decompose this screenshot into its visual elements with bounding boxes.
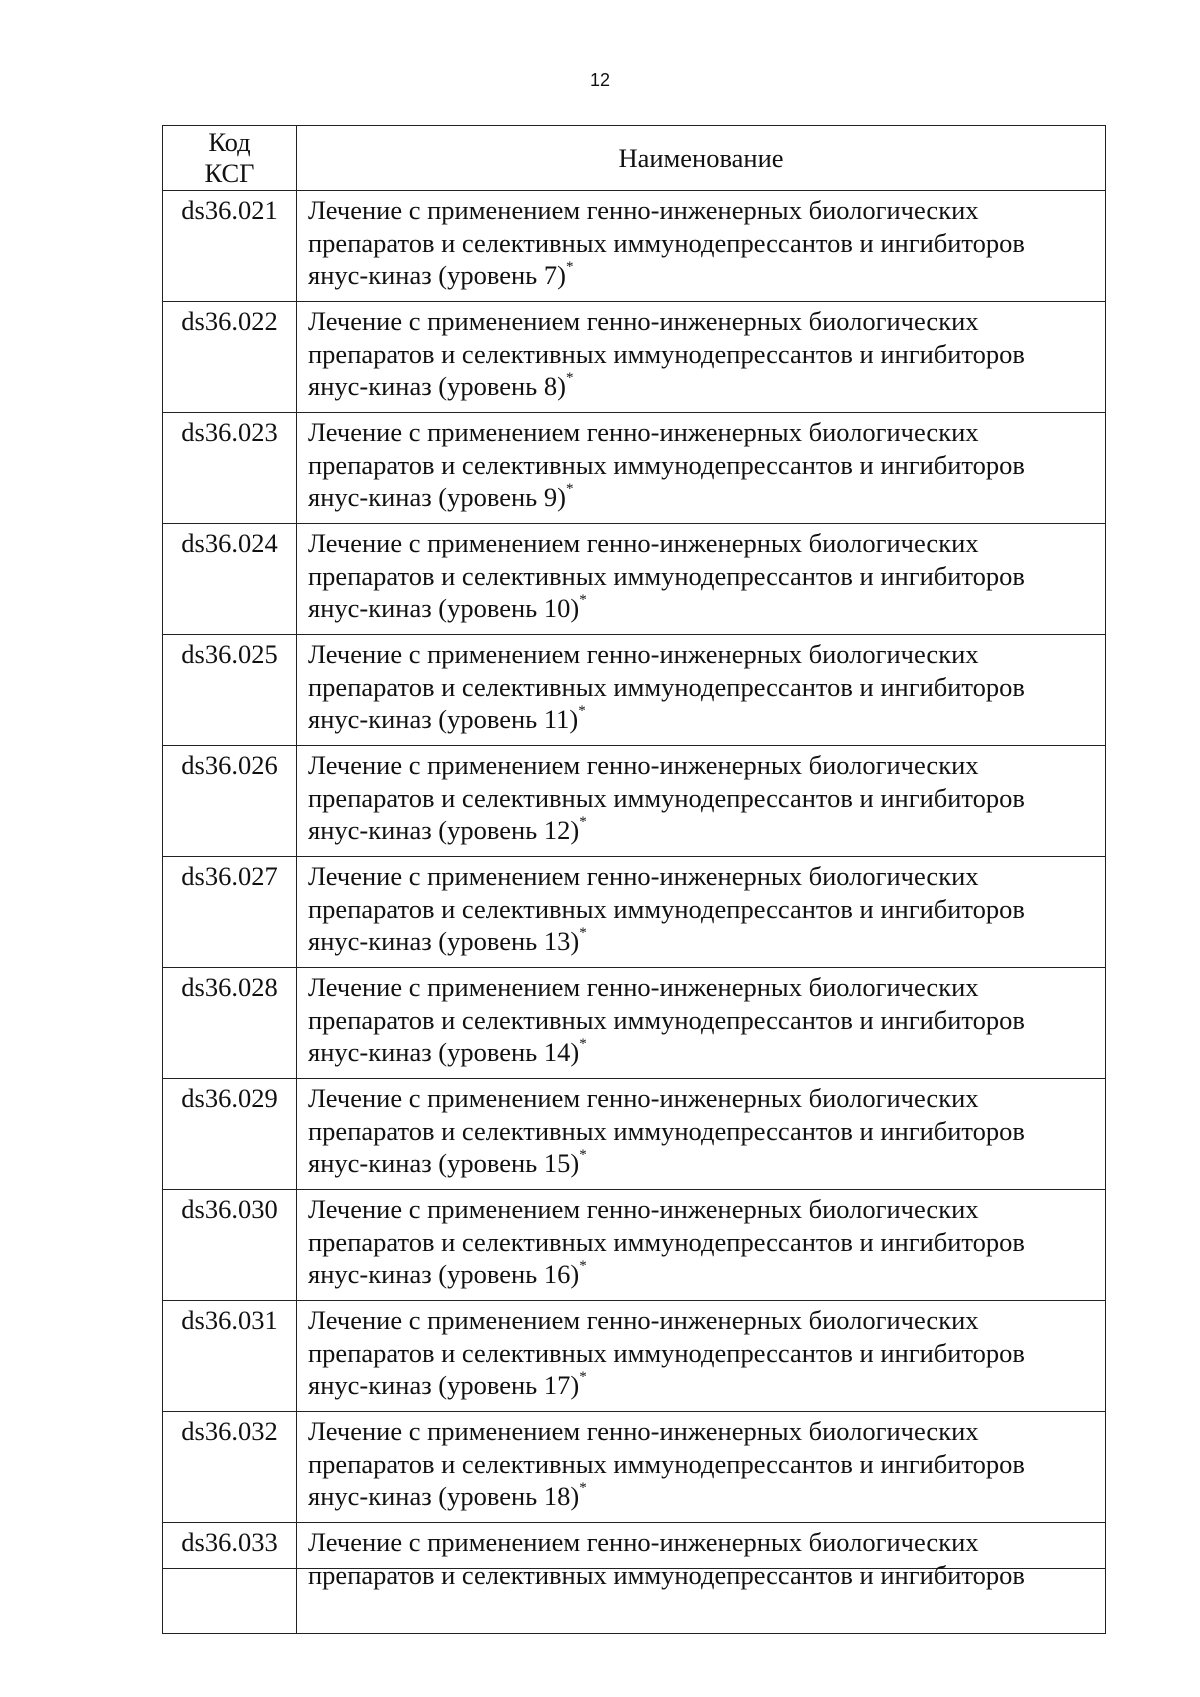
ksg-code-cell: ds36.023 <box>163 413 297 524</box>
name-line2 <box>308 227 1095 260</box>
name-line1 <box>308 1526 1095 1559</box>
ksg-name-cell <box>297 524 1106 635</box>
name-line1 <box>308 305 1095 338</box>
ksg-code-cell: ds36.021 <box>163 191 297 302</box>
table-row <box>163 1412 1106 1523</box>
name-line2 <box>308 893 1095 926</box>
name-line3-text: янус-киназ (уровень 18) <box>308 1481 580 1511</box>
ksg-name-cell <box>297 1523 1106 1634</box>
footnote-mark: * <box>565 259 574 276</box>
name-line3 <box>308 592 1095 625</box>
name-line3-text: янус-киназ (уровень 10) <box>308 593 580 623</box>
name-line1 <box>308 860 1095 893</box>
footnote-mark: * <box>579 1147 587 1164</box>
ksg-name-cell <box>297 1079 1106 1190</box>
table-row <box>163 1523 1106 1634</box>
name-line1 <box>308 1415 1095 1448</box>
name-line1 <box>308 194 1095 227</box>
name-line1-text: Лечение с применением генно-инженерных биологических <box>308 861 979 891</box>
ksg-name-cell <box>297 1301 1106 1412</box>
name-line2-text: препаратов и селективных иммунодепрессантов и ингибиторов <box>308 338 1025 369</box>
table-row <box>163 746 1106 857</box>
ksg-code-cell: ds36.028 <box>163 968 297 1079</box>
name-line1 <box>308 1304 1095 1337</box>
ksg-code-cell: ds36.025 <box>163 635 297 746</box>
footnote-mark: * <box>565 370 574 387</box>
name-line2-text: препаратов и селективных иммунодепрессантов и ингибиторов <box>308 227 1025 258</box>
footnote-mark: * <box>579 1480 587 1497</box>
name-line2 <box>308 671 1095 704</box>
name-line1-text: Лечение с применением генно-инженерных биологических <box>308 306 979 336</box>
footnote-mark: * <box>579 1369 587 1386</box>
name-line3-text: янус-киназ (уровень 9) <box>308 482 566 512</box>
name-line1-text: Лечение с применением генно-инженерных биологических <box>308 1194 979 1224</box>
name-line2-text: препаратов и селективных иммунодепрессантов и ингибиторов <box>308 1115 1025 1146</box>
header-code-line1: Код <box>208 127 251 157</box>
name-line1-text: Лечение с применением генно-инженерных биологических <box>308 417 979 447</box>
table-body <box>163 191 1106 1634</box>
header-code-line2: КСГ <box>204 158 255 188</box>
name-line3 <box>308 259 1095 292</box>
name-line2-text: препаратов и селективных иммунодепрессантов и ингибиторов <box>308 782 1025 813</box>
name-line2-text: препаратов и селективных иммунодепрессантов и ингибиторов <box>308 1004 1025 1035</box>
ksg-code-cell: ds36.027 <box>163 857 297 968</box>
name-line1 <box>308 971 1095 1004</box>
name-line2-text: препаратов и селективных иммунодепрессантов и ингибиторов <box>308 1448 1025 1479</box>
table-row <box>163 968 1106 1079</box>
footnote-mark: * <box>579 1258 587 1275</box>
footnote-mark: * <box>578 703 586 720</box>
name-line3-text: янус-киназ (уровень 8) <box>308 371 566 401</box>
name-line2-text: препаратов и селективных иммунодепрессантов и ингибиторов <box>308 1559 1025 1590</box>
ksg-table-container <box>162 125 1105 1590</box>
name-line3 <box>308 1369 1095 1402</box>
name-line3 <box>308 1036 1095 1069</box>
ksg-name-cell <box>297 413 1106 524</box>
table-row <box>163 191 1106 302</box>
header-name: Наименование <box>297 126 1106 191</box>
name-line2 <box>308 449 1095 482</box>
name-line1-text: Лечение с применением генно-инженерных биологических <box>308 528 979 558</box>
table-row <box>163 302 1106 413</box>
name-line2-text: препаратов и селективных иммунодепрессантов и ингибиторов <box>308 560 1025 591</box>
name-line2 <box>308 560 1095 593</box>
name-line3-text: янус-киназ (уровень 17) <box>308 1370 580 1400</box>
name-line2-text: препаратов и селективных иммунодепрессантов и ингибиторов <box>308 1337 1025 1368</box>
name-line2 <box>308 1004 1095 1037</box>
ksg-name-cell <box>297 1190 1106 1301</box>
ksg-code-cell: ds36.030 <box>163 1190 297 1301</box>
ksg-name-cell <box>297 302 1106 413</box>
name-line2 <box>308 1448 1095 1481</box>
ksg-code-cell: ds36.026 <box>163 746 297 857</box>
name-line3-text: янус-киназ (уровень 14) <box>308 1037 580 1067</box>
table-row <box>163 635 1106 746</box>
name-line3 <box>308 925 1095 958</box>
name-line3 <box>308 370 1095 403</box>
table-header-row <box>163 126 1106 191</box>
name-line3-text: янус-киназ (уровень 12) <box>308 815 580 845</box>
ksg-table <box>162 125 1106 1634</box>
name-line3-text: янус-киназ (уровень 16) <box>308 1259 580 1289</box>
name-line2 <box>308 1115 1095 1148</box>
name-line1-text: Лечение с применением генно-инженерных биологических <box>308 1305 979 1335</box>
name-line3 <box>308 814 1095 847</box>
name-line1 <box>308 1082 1095 1115</box>
table-row <box>163 1190 1106 1301</box>
table-row <box>163 524 1106 635</box>
table-row <box>163 413 1106 524</box>
name-line2-text: препаратов и селективных иммунодепрессантов и ингибиторов <box>308 671 1025 702</box>
ksg-code-cell: ds36.031 <box>163 1301 297 1412</box>
page-number: 12 <box>589 70 611 90</box>
name-line1-text: Лечение с применением генно-инженерных биологических <box>308 1527 979 1557</box>
name-line3-text: янус-киназ (уровень 15) <box>308 1148 580 1178</box>
name-line1-text: Лечение с применением генно-инженерных биологических <box>308 195 979 225</box>
footnote-mark: * <box>579 1036 587 1053</box>
ksg-code-cell: ds36.024 <box>163 524 297 635</box>
name-line2 <box>308 1559 1095 1592</box>
name-line1-text: Лечение с применением генно-инженерных биологических <box>308 750 979 780</box>
name-line3 <box>308 481 1095 514</box>
name-line3 <box>308 1258 1095 1291</box>
header-code <box>163 126 297 191</box>
name-line1-text: Лечение с применением генно-инженерных биологических <box>308 972 979 1002</box>
name-line1 <box>308 638 1095 671</box>
name-line3-text: янус-киназ (уровень 13) <box>308 926 580 956</box>
name-line1 <box>308 1193 1095 1226</box>
ksg-code-cell: ds36.022 <box>163 302 297 413</box>
name-line1-text: Лечение с применением генно-инженерных биологических <box>308 639 979 669</box>
name-line3 <box>308 1147 1095 1180</box>
ksg-name-cell <box>297 635 1106 746</box>
name-line1 <box>308 416 1095 449</box>
name-line1 <box>308 749 1095 782</box>
ksg-code-cell: ds36.033 <box>163 1523 297 1634</box>
name-line1-text: Лечение с применением генно-инженерных биологических <box>308 1083 979 1113</box>
ksg-name-cell <box>297 857 1106 968</box>
ksg-name-cell <box>297 191 1106 302</box>
ksg-name-cell <box>297 968 1106 1079</box>
footnote-mark: * <box>565 481 574 498</box>
name-line2 <box>308 1337 1095 1370</box>
name-line2 <box>308 782 1095 815</box>
name-line3 <box>308 1480 1095 1513</box>
name-line1-text: Лечение с применением генно-инженерных биологических <box>308 1416 979 1446</box>
footnote-mark: * <box>579 925 587 942</box>
name-line2 <box>308 1226 1095 1259</box>
name-line2 <box>308 338 1095 371</box>
name-line3 <box>308 703 1095 736</box>
name-line1 <box>308 527 1095 560</box>
footnote-mark: * <box>579 814 587 831</box>
name-line2-text: препаратов и селективных иммунодепрессантов и ингибиторов <box>308 1226 1025 1257</box>
name-line2-text: препаратов и селективных иммунодепрессантов и ингибиторов <box>308 449 1025 480</box>
table-row <box>163 1079 1106 1190</box>
ksg-code-cell: ds36.029 <box>163 1079 297 1190</box>
ksg-code-cell: ds36.032 <box>163 1412 297 1523</box>
name-line2-text: препаратов и селективных иммунодепрессантов и ингибиторов <box>308 893 1025 924</box>
ksg-name-cell <box>297 746 1106 857</box>
footnote-mark: * <box>579 592 587 609</box>
name-line3-text: янус-киназ (уровень 11) <box>308 704 579 734</box>
table-row <box>163 1301 1106 1412</box>
name-line3-text: янус-киназ (уровень 7) <box>308 260 566 290</box>
ksg-name-cell <box>297 1412 1106 1523</box>
table-row <box>163 857 1106 968</box>
